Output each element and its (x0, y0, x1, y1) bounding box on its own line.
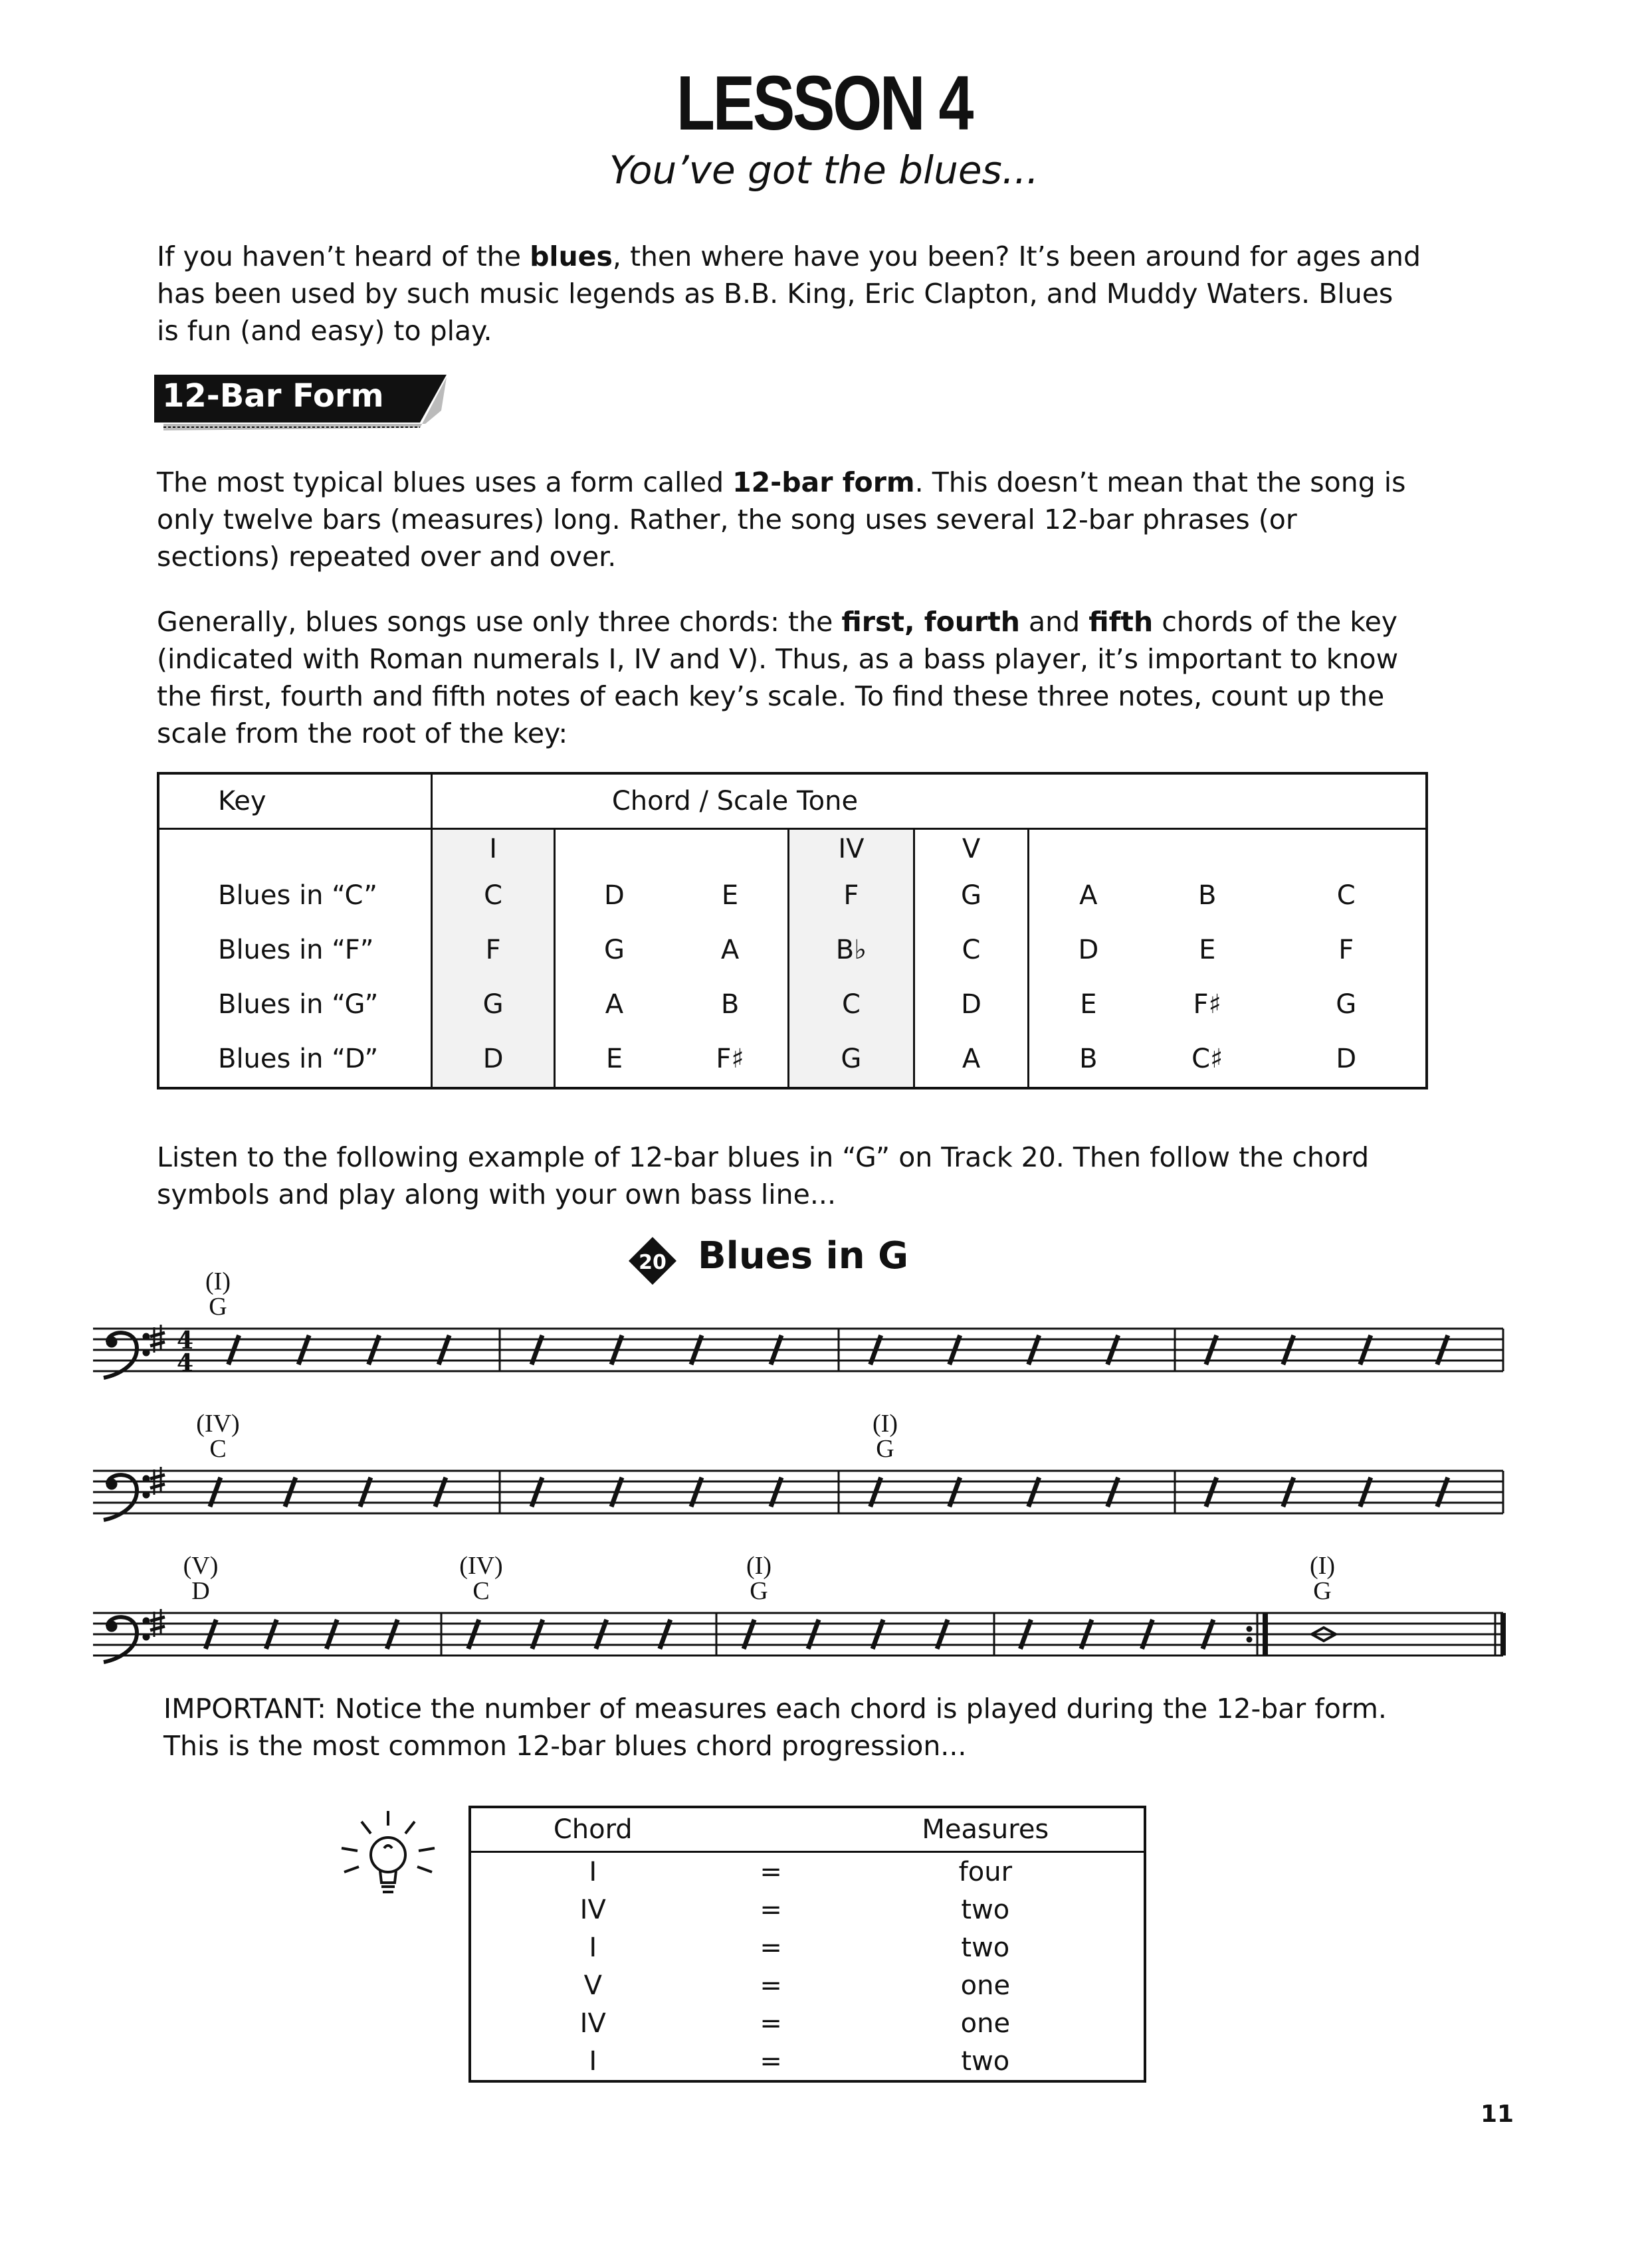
important-paragraph (163, 1690, 1439, 1764)
bass-clef-dot (143, 1618, 150, 1624)
bass-clef-dot (143, 1333, 150, 1340)
bass-clef-dot (106, 1479, 117, 1489)
table-row: I = four (589, 1856, 1013, 1887)
form-line-1: The most typical blues uses a form called 12-bar form. This doesn’t mean that the song is (157, 466, 1406, 498)
page-title: LESSON 4 (676, 60, 972, 146)
sharp-icon (150, 1626, 165, 1630)
chords-line-1: Generally, blues songs use only three chords: the first, fourth and fifth chords of the key (157, 606, 1398, 638)
intro-line-2: has been used by such music legends as B.B. King, Eric Clapton, and Muddy Waters. Blues (157, 278, 1393, 310)
bass-clef-dot (143, 1491, 150, 1498)
sharp-icon (150, 1475, 165, 1479)
time-signature: 4 (177, 1349, 194, 1377)
time-signature: 4 (177, 1327, 194, 1355)
header-key: Key (158, 773, 431, 829)
numeral-v: V (914, 829, 1029, 869)
listen-line-1: Listen to the following example of 12-bar blues in “G” on Track 20. Then follow the chord (157, 1141, 1370, 1173)
important-line-2: This is the most common 12-bar blues chord progression... (163, 1730, 967, 1762)
table-row: I = two (589, 2045, 1010, 2077)
sharp-icon (150, 1617, 165, 1621)
intro-line-1: If you haven’t heard of the blues, then where have you been? It’s been around for ages and (157, 240, 1421, 272)
page-number: 11 (1481, 2101, 1514, 2128)
bass-clef-dot (106, 1621, 117, 1632)
repeat-dot (1247, 1626, 1252, 1632)
important-line-1: IMPORTANT: Notice the number of measures each chord is played during the 12-bar form. (163, 1693, 1387, 1725)
table-row: Blues in “G” G A B C D E F♯ G (158, 977, 1427, 1032)
track-title: Blues in G (698, 1234, 909, 1277)
sharp-icon (150, 1342, 165, 1346)
header-measures: Measures (827, 1807, 1145, 1852)
repeat-dot (1247, 1637, 1252, 1642)
bass-clef-dot (143, 1634, 150, 1640)
table-row: Blues in “F” F G A B♭ C D E F (158, 923, 1427, 977)
lightbulb-icon (338, 1808, 437, 1915)
form-line-3: sections) repeated over and over. (157, 541, 617, 573)
header-chord: Chord (470, 1807, 715, 1852)
numeral-iv: IV (788, 829, 914, 869)
chord-label: (IV) C (196, 1410, 240, 1463)
section-banner-label: 12-Bar Form (162, 377, 384, 415)
header-chord-scale-tone: Chord / Scale Tone (431, 773, 1427, 829)
table-row: Blues in “D” D E F♯ G A B C♯ D (158, 1032, 1427, 1088)
progression-table (468, 1806, 1146, 2083)
listen-line-2: symbols and play along with your own bass line... (157, 1179, 836, 1210)
page-subtitle: You’ve got the blues... (609, 147, 1039, 193)
track-number: 20 (639, 1251, 667, 1274)
chord-label: (V) D (183, 1552, 219, 1605)
form-line-2: only twelve bars (measures) long. Rather, the song uses several 12-bar phrases (or (157, 504, 1297, 535)
table-row: Blues in “C” C D E F G A B C (158, 869, 1427, 923)
bass-clef-dot (143, 1349, 150, 1356)
table-row: V = one (583, 1970, 1011, 2001)
numeral-i: I (431, 829, 555, 869)
chords-line-4: scale from the root of the key: (157, 717, 568, 749)
chord-label: (I) G (746, 1552, 772, 1605)
chords-line-2: (indicated with Roman numerals I, IV and V). Thus, as a bass player, it’s important to know (157, 643, 1399, 675)
chord-label: (I) G (1310, 1552, 1335, 1605)
bass-clef-dot (143, 1475, 150, 1482)
bass-clef-dot (106, 1337, 117, 1347)
table-row: I = two (589, 1932, 1010, 1963)
sharp-icon (150, 1333, 165, 1337)
chord-label: (I) G (873, 1410, 898, 1463)
intro-line-3: is fun (and easy) to play. (157, 315, 492, 347)
table-row: IV = one (579, 2008, 1011, 2039)
chords-line-3: the first, fourth and fifth notes of each key’s scale. To find these three notes, count up the (157, 680, 1385, 712)
sharp-icon (150, 1484, 165, 1488)
chord-label: (IV) C (459, 1552, 503, 1605)
table-row: IV = two (579, 1894, 1010, 1925)
chord-label: (I) G (205, 1268, 231, 1321)
